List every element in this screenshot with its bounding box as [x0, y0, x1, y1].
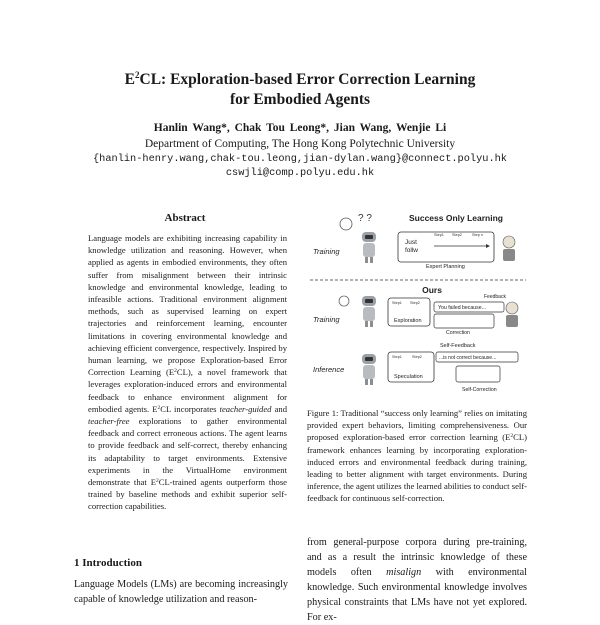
self-feedback-label: Self-Feedback	[440, 343, 476, 349]
step2-label-3: Step2	[412, 355, 422, 359]
success-only-title: Success Only Learning	[408, 213, 504, 223]
follow-text: follw	[405, 247, 419, 254]
title-superscript: 2	[135, 70, 140, 80]
sun-icon	[339, 296, 349, 306]
robot-icon	[362, 296, 376, 327]
right-column-body	[307, 535, 527, 625]
inference-label: Inference	[313, 365, 345, 374]
step2-label: Step2	[452, 233, 462, 237]
paper-title-line-2: for Embodied Agents	[229, 91, 371, 108]
you-failed-text: You failed because...	[438, 305, 486, 311]
introduction-body: Language Models (LMs) are becoming increasingly capable of knowledge utilization and reason-	[74, 579, 288, 605]
caption-text-2: CL) framework enhances learning by incorporating exploration-induced errors and environmental feedback during training, leading to better alignment with target environments. During inference, the agent utilizes the learned abilities to conduct self-feedback for continuous self-correction.	[307, 432, 527, 504]
abstract-heading: Abstract	[164, 212, 206, 224]
paper-title-line-1	[0, 70, 600, 90]
abstract-text-3: CL incorporates	[160, 403, 220, 414]
caption-text-1: Figure 1: Traditional “success only learning” relies on imitating provided expert behaviors, limiting comprehensiveness. Our proposed exploration-based error correction learning (E	[307, 408, 527, 443]
introduction-heading: 1 Introduction	[74, 557, 142, 569]
title-prefix: E	[124, 71, 135, 88]
self-correction-box	[456, 366, 500, 382]
just-text: Just	[405, 239, 417, 246]
abstract-teacher-guided: teacher-guided	[219, 403, 272, 414]
ours-title: Ours	[422, 285, 442, 295]
abstract-sup-2: 2	[157, 404, 161, 411]
arrow-icon	[486, 244, 490, 248]
self-correction-label: Self-Correction	[462, 387, 497, 393]
teacher-icon	[506, 302, 518, 327]
not-correct-text: ...is not correct because...	[439, 355, 497, 361]
abstract-and: and	[271, 403, 287, 414]
affiliation: Department of Computing, The Hong Kong Polytechnic University	[144, 138, 456, 150]
correction-label: Correction	[446, 330, 470, 336]
correction-box	[434, 314, 494, 328]
email-line-1: {hanlin-henry.wang,chak-tou.leong,jian-dylan.wang}@connect.polyu.hk	[92, 153, 507, 165]
step1-label-2: Step1	[392, 301, 402, 305]
abstract-sup-3: 2	[156, 478, 159, 485]
abstract-text-5: CL-trained agents outperform those trained by baseline methods and exhibit superior self-correction capabilities.	[88, 477, 287, 512]
teacher-icon	[503, 236, 515, 261]
robot-icon	[362, 232, 376, 263]
training-label-2: Training	[313, 315, 340, 324]
training-label-1: Training	[313, 247, 340, 256]
speculation-label: Speculation	[394, 374, 423, 380]
robot-icon	[362, 354, 376, 385]
title-rest: CL: Exploration-based Error Correction Learning	[139, 71, 476, 88]
abstract-text-2: CL), a novel framework that leverages exploration-induced errors and environmental feedback to enhance environment alignment for embodied agents. E	[88, 367, 287, 414]
figure-1-caption	[307, 407, 527, 505]
abstract-body	[88, 232, 287, 513]
question-marks-icon	[340, 213, 372, 230]
figure-1	[306, 206, 528, 396]
right-text-2: with environmental knowledge. Such environmental knowledge involves physical constraints that LMs have not yet explored. For ex-	[307, 567, 527, 623]
right-text-1: from general-purpose corpora during pre-training, and as a result the intrinsic knowledge of these models often	[307, 537, 527, 578]
abstract-teacher-free: teacher-free	[88, 416, 130, 427]
feedback-label: Feedback	[484, 294, 506, 300]
step1-label-3: Step1	[392, 355, 402, 359]
abstract-text-1: Language models are exhibiting increasing capability in knowledge utilization and reasoning. However, when applied as agents in embodied environments, they often suffer from misalignment between their intrinsic knowledge and environmental knowledge, leading to infeasible actions. Traditional environment alignment methods, such as supervised learning on expert trajectories and reinforcement learning, encounter limitations in covering environmental knowledge and achieving efficient convergence, respectively. Inspired by human learning, we propose Exploration-based Error Correction Learning (E	[88, 233, 287, 378]
email-line-2: cswjli@comp.polyu.edu.hk	[225, 167, 375, 179]
caption-sup: 2	[510, 433, 514, 440]
abstract-text-4: explorations to gather environmental feedback and correct erroneous actions. The agent learns to provide feedback and self-correct, thereby enhancing its adaptability to target environments. Extensive experiments in the VirtualHome environment demonstrate that E	[88, 416, 287, 488]
abstract-sup-1: 2	[174, 368, 177, 375]
expert-planning-label: Expert Planning	[426, 264, 465, 270]
stepn-label: Step n	[472, 233, 483, 237]
author-list: Hanlin Wang*, Chak Tou Leong*, Jian Wang, Wenjie Li	[153, 122, 447, 134]
exploration-label: Exploration	[394, 318, 422, 324]
svg-text:? ?: ? ?	[358, 213, 372, 224]
step1-label: Step1	[434, 233, 444, 237]
step2-label-2: Step2	[410, 301, 420, 305]
right-misalign: misalign	[386, 567, 422, 578]
